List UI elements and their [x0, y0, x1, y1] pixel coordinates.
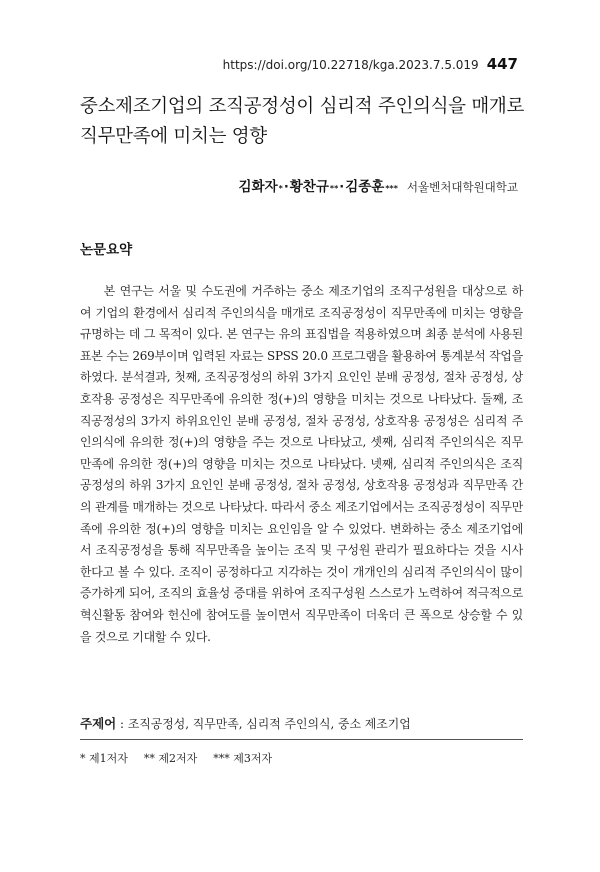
author-affiliation: 서울벤처대학원대학교 — [406, 180, 518, 194]
author-name: 황찬규 — [289, 179, 329, 195]
keywords-label: 주제어 — [80, 716, 117, 731]
author-name: 김종훈 — [345, 179, 385, 195]
page-header — [223, 55, 518, 73]
footnote-mark: *** — [213, 752, 230, 765]
footnotes — [80, 750, 272, 766]
footnote-text: 제3저자 — [233, 752, 273, 765]
keywords-separator: : — [116, 717, 128, 731]
abstract-heading: 논문요약 — [80, 242, 133, 258]
keywords-line — [80, 714, 523, 732]
author-mark: ** — [329, 184, 339, 193]
author-name: 김화자 — [238, 179, 278, 195]
footnote-item — [80, 750, 128, 766]
author-mark: * — [278, 184, 283, 193]
page-number: 447 — [486, 55, 518, 73]
footnote-item — [213, 750, 272, 766]
footnote-divider — [80, 739, 523, 740]
footnote-item — [144, 750, 197, 766]
footnote-mark: ** — [143, 752, 155, 765]
footnote-text: 제1저자 — [89, 752, 128, 765]
footnote-mark: * — [80, 752, 86, 765]
doi-link[interactable]: https://doi.org/10.22718/kga.2023.7.5.019 — [222, 58, 479, 72]
author-mark: *** — [385, 184, 398, 193]
author-separator: · — [339, 180, 345, 195]
keywords-list: 조직공정성, 직무만족, 심리적 주인의식, 중소 제조기업 — [127, 717, 411, 731]
abstract-body: 본 연구는 서울 및 수도권에 거주하는 중소 제조기업의 조직구성원을 대상으로 하여 기업의 환경에서 심리적 주인의식을 매개로 조직공정성이 직무만족에 미치는 영향을 규명하는 데 그 목적이 있다. 본 연구는 유의 표집법을 적용하였으며 최종 분석에 사용된 표본 수는 269부이며 입력된 자료는 SPSS 20.0 프로그램을 활용하여 통계분석 작업을 하였다. 분석결과, 첫째, 조직공정성의 하위 3가지 요인인 분배 공정성, 절차 공정성, 상호작용 공정성은 직무만족에 유의한 정(+)의 영향을 미치는 것으로 나타났다. 둘째, 조직공정성의 3가지 하위요인인 분배 공정성, 절차 공정성, 상호작용 공정성은 심리적 주인의식에 유의한 정(+)의 영향을 주는 것으로 나타났고, 셋째, 심리적 주인의식은 직무만족에 유의한 정(+)의 영향을 미치는 것으로 나타났다. 넷째, 심리적 주인의식은 조직공정성의 하위 3가지 요인인 분배 공정성, 절차 공정성, 상호작용 공정성과 직무만족 간의 관계를 매개하는 것으로 나타났다. 따라서 중소 제조기업에서는 조직공정성이 직무만족에 유의한 정(+)의 영향을 미치는 요인임을 알 수 있었다. 변화하는 중소 제조기업에서 조직공정성을 통해 직무만족을 높이는 조직 및 구성원 관리가 필요하다는 것을 시사한다고 볼 수 있다. 조직이 공정하다고 지각하는 것이 개개인의 심리적 주인의식이 많이 증가하게 되어, 조직의 효율성 증대를 위하여 조직구성원 스스로가 노력하여 적극적으로 혁신활동 참여와 헌신에 참여도를 높이면서 직무만족이 더욱더 큰 폭으로 상승할 수 있을 것으로 기대할 수 있다. — [80, 284, 523, 644]
author-separator: · — [283, 180, 289, 195]
footnote-text: 제2저자 — [158, 752, 198, 765]
paper-title: 중소제조기업의 조직공정성이 심리적 주인의식을 매개로 직무만족에 미치는 영향 — [80, 96, 525, 147]
author-line — [239, 175, 519, 195]
